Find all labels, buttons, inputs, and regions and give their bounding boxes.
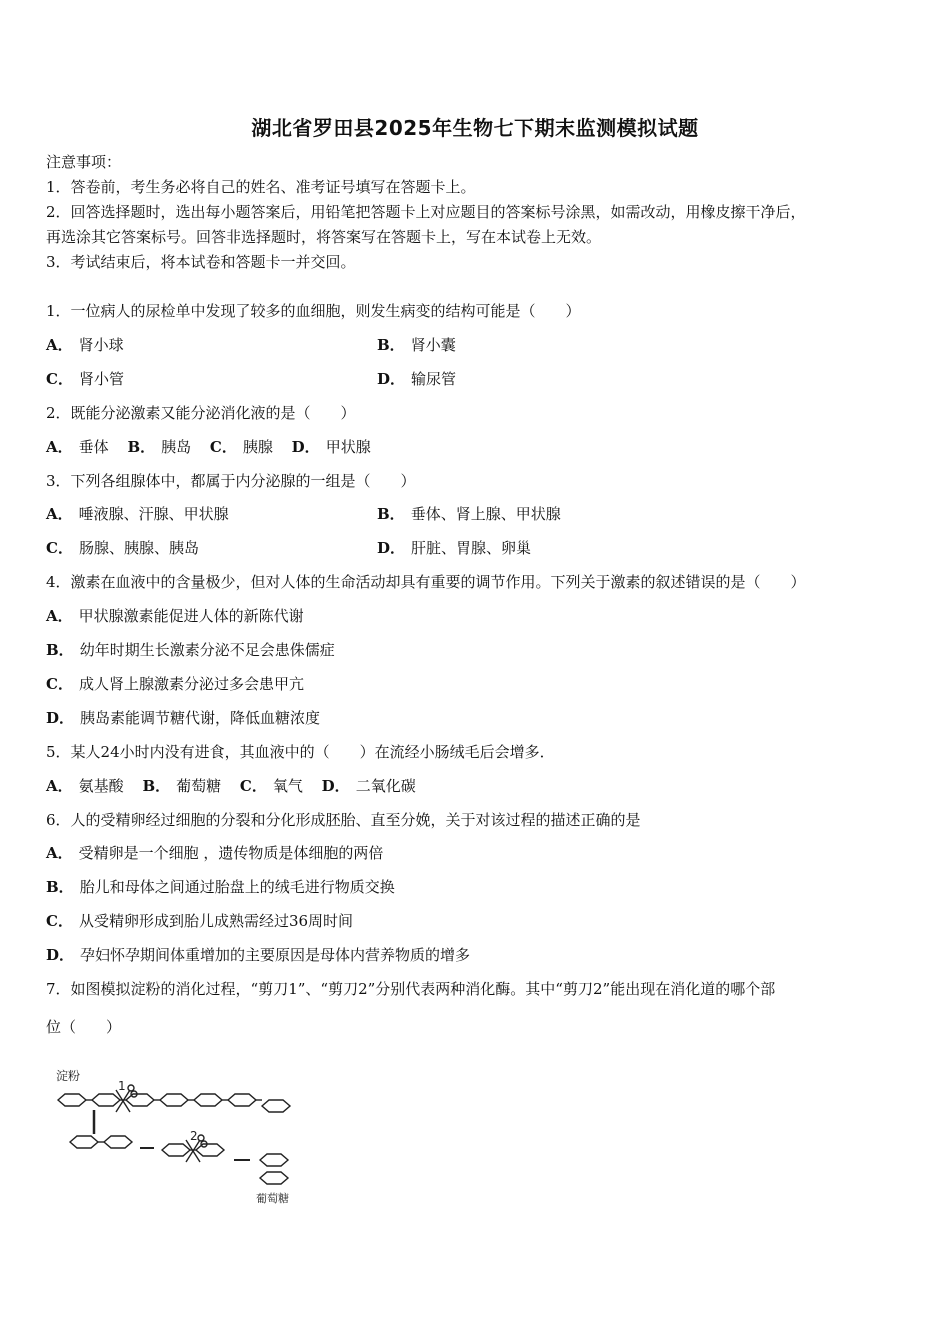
option-label: C． [46,539,73,557]
option-text: 从受精卵形成到胎儿成熟需经过36周时间 [78,912,354,930]
glucose-unit [260,1172,288,1184]
question-1-option-c [46,369,124,389]
option-text: 甲状腺 [325,438,371,456]
glucose-unit [58,1094,86,1106]
glucose-unit [70,1136,98,1148]
question-2-option-a [46,438,109,456]
question-5-option-a [46,777,124,795]
question-5-option-d [322,777,416,795]
question-1-stem: 1．一位病人的尿检单中发现了较多的血细胞，则发生病变的结构可能是（ ） [46,302,581,320]
option-text: 二氧化碳 [355,777,416,795]
question-1-option-d [377,369,456,389]
option-label: B． [46,641,74,659]
option-text: 肝脏、胃腺、卵巢 [411,539,532,557]
question-3-stem: 3．下列各组腺体中，都属于内分泌腺的一组是（ ） [46,472,416,490]
glucose-unit [262,1100,290,1112]
notice-item-2-line-2: 再选涂其它答案标号。回答非选择题时，将答案写在答题卡上，写在本试卷上无效。 [46,228,602,246]
option-label: A． [46,336,73,354]
figure-label-scissor-1: 1 [118,1079,126,1093]
glucose-unit [104,1136,132,1148]
option-text: 垂体、肾上腺、甲状腺 [410,505,561,523]
question-5-option-c [240,777,303,795]
question-2-option-b [127,438,191,456]
option-label: A． [46,607,73,625]
glucose-unit [126,1094,154,1106]
question-1-option-b [377,335,456,355]
page-title: 湖北省罗田县2025年生物七下期末监测模拟试题 [251,116,699,140]
option-text: 肾小囊 [410,336,456,354]
glucose-unit [228,1094,256,1106]
option-label: D． [377,370,406,388]
option-label: D． [46,946,75,964]
glucose-unit [260,1154,288,1166]
option-label: B． [377,505,405,523]
option-label: D． [377,539,406,557]
question-5-option-b [142,777,221,795]
option-label: C． [209,438,237,456]
question-1-option-a [46,335,124,355]
option-text: 甲状腺激素能促进人体的新陈代谢 [78,607,304,625]
question-5-stem: 5．某人24小时内没有进食，其血液中的（ ）在流经小肠绒毛后会增多． [46,743,555,761]
option-label: D． [46,709,75,727]
option-text: 幼年时期生长激素分泌不足会患侏儒症 [79,641,335,659]
option-label: D． [321,777,350,795]
question-6-option-a [46,843,383,863]
glucose-unit [196,1144,224,1156]
option-text: 成人肾上腺激素分泌过多会患甲亢 [78,675,304,693]
glucose-unit [194,1094,222,1106]
question-4-option-b [46,640,335,660]
notice-item-2-line-1: 2．回答选择题时，选出每小题答案后，用铅笔把答题卡上对应题目的答案标号涂黑，如需改动，用橡皮擦干净后， [46,203,806,221]
question-6-option-d [46,945,470,965]
starch-digestion-figure [50,1060,300,1210]
question-2-stem: 2．既能分泌激素又能分泌消化液的是（ ） [46,404,356,422]
option-label: B． [377,336,405,354]
question-2-options [46,437,385,457]
option-label: A． [46,777,73,795]
option-text: 输尿管 [411,370,457,388]
question-3-option-a [46,504,229,524]
question-5-options [46,776,430,796]
question-2-option-d [292,438,371,456]
question-4-option-d [46,708,320,728]
option-label: D． [291,438,320,456]
notice-item-1: 1．答卷前，考生务必将自己的姓名、准考证号填写在答题卡上。 [46,178,476,196]
notice-item-3: 3．考试结束后，将本试卷和答题卡一并交回。 [46,253,356,271]
notice-heading: 注意事项： [46,153,122,171]
option-text: 受精卵是一个细胞 ，遗传物质是体细胞的两倍 [78,844,384,862]
option-text: 唾液腺、汗腺、甲状腺 [78,505,229,523]
question-6-option-b [46,877,395,897]
starch-digestion-diagram [50,1060,300,1210]
question-7-stem-line-2: 位（ ） [46,1018,122,1036]
option-text: 氨基酸 [78,777,124,795]
option-text: 肾小管 [78,370,124,388]
option-label: A． [46,844,73,862]
option-text: 肠腺、胰腺、胰岛 [78,539,199,557]
question-4-stem: 4．激素在血液中的含量极少，但对人体的生命活动却具有重要的调节作用。下列关于激素的叙述错误的是（ ） [46,573,806,591]
option-label: C． [46,912,73,930]
question-3-option-c [46,538,199,558]
question-7-stem-line-1: 7．如图模拟淀粉的消化过程，“剪刀1”、“剪刀2”分别代表两种消化酶。其中“剪刀2”能出现在消化道的哪个部 [46,980,776,998]
option-text: 孕妇怀孕期间体重增加的主要原因是母体内营养物质的增多 [80,946,471,964]
option-text: 氧气 [272,777,303,795]
question-6-option-c [46,911,353,931]
question-3-option-d [377,538,531,558]
question-6-stem: 6．人的受精卵经过细胞的分裂和分化形成胚胎、直至分娩，关于对该过程的描述正确的是 [46,811,641,829]
option-label: A． [46,505,73,523]
option-text: 葡萄糖 [176,777,222,795]
option-label: C． [239,777,267,795]
question-3-option-b [377,504,561,524]
question-4-option-c [46,674,304,694]
figure-label-glucose: 葡萄糖 [256,1192,289,1205]
option-text: 肾小球 [78,336,124,354]
question-2-option-c [210,438,273,456]
question-4-option-a [46,606,304,626]
figure-label-scissor-2: 2 [190,1129,198,1143]
option-label: C． [46,675,73,693]
option-label: C． [46,370,73,388]
figure-label-starch: 淀粉 [56,1069,81,1083]
glucose-unit [162,1144,190,1156]
option-text: 胰腺 [242,438,273,456]
option-label: B． [127,438,156,456]
option-text: 胰岛素能调节糖代谢，降低血糖浓度 [80,709,321,727]
option-text: 胰岛 [161,438,192,456]
option-text: 垂体 [78,438,109,456]
option-text: 胎儿和母体之间通过胎盘上的绒毛进行物质交换 [79,878,395,896]
glucose-unit [92,1094,120,1106]
glucose-unit [160,1094,188,1106]
option-label: B． [46,878,74,896]
option-label: B． [142,777,171,795]
option-label: A． [46,438,73,456]
